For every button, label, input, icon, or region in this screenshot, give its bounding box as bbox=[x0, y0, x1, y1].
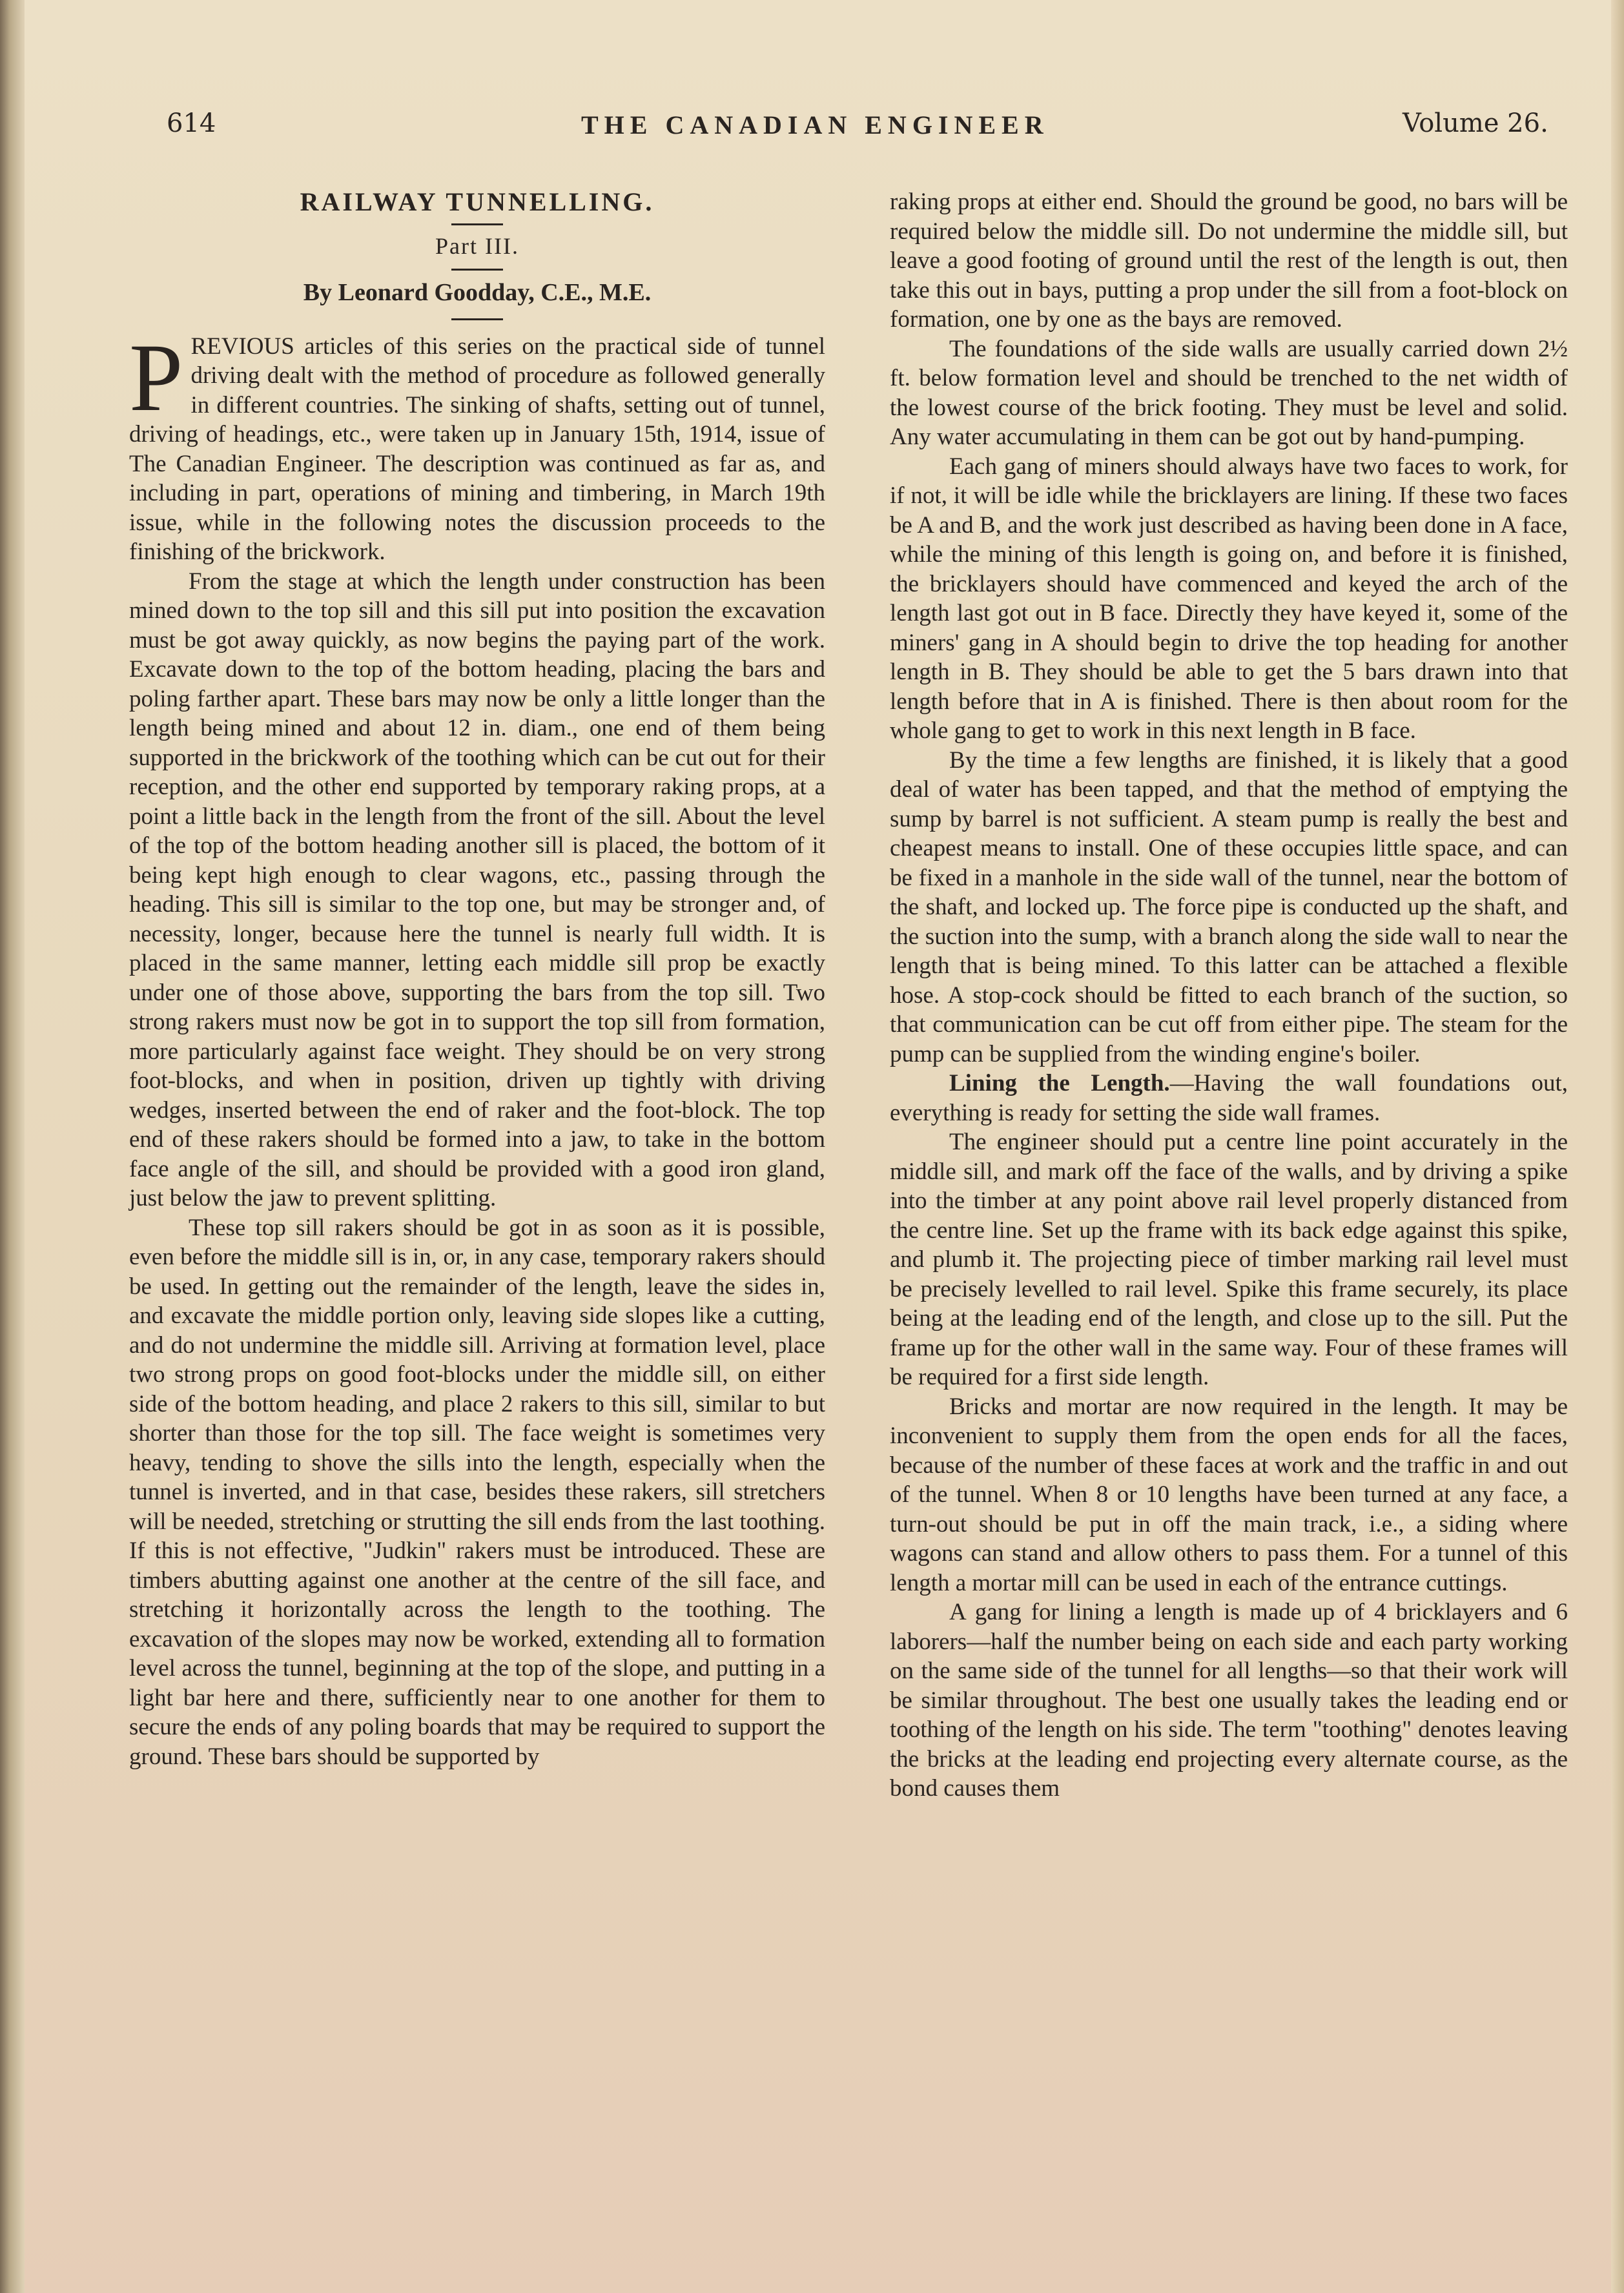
paragraph-text: REVIOUS articles of this series on the practical side of tunnel driving dealt with the method of procedure as followed generally in different countries. The sinking of shafts, setting out of tunnel, driving of headings, etc., were taken up in January 15th, 1914, issue of The Canadian Engineer. The description was continued as far as, and including in part, operations of mining and timbering, in March 19th issue, while in the following notes the discussion proceeds to the finishing of the brickwork. bbox=[129, 333, 825, 565]
title-rule bbox=[451, 223, 503, 225]
paragraph-text: —Having the wall foundations out, everything is ready for setting the side wall frames. bbox=[890, 1070, 1568, 1126]
paragraph: Bricks and mortar are now required in the length. It may be inconvenient to supply them from the open ends for all the faces, because of the number of these faces at work and the traffic in and out of the tunnel. When 8 or 10 lengths have been turned at any face, a turn-out should be put in off the main track, i.e., a siding where wagons can stand and allow others to pass them. For a tunnel of this length a mortar mill can be used in each of the entrance cuttings. bbox=[890, 1393, 1568, 1596]
page-edge bbox=[1611, 0, 1624, 2293]
byline: By Leonard Goodday, C.E., M.E. bbox=[303, 279, 652, 306]
paragraph: A gang for lining a length is made up of 4 bricklayers and 6 laborers—half the number being on each side and each party working on the same side of the tunnel for all lengths—so that their work will be similar throughout. The best one usually takes the leading end or toothing of the length on his side. The term "toothing" denotes leaving the bricks at the leading end projecting every alternate course, as the bond causes them bbox=[890, 1599, 1568, 1802]
article-title: RAILWAY TUNNELLING. bbox=[300, 187, 655, 216]
part-label: Part III. bbox=[435, 232, 519, 259]
paragraph: These top sill rakers should be got in as soon as it is possible, even before the middle sill is in, or, in any case, temporary rakers should be used. In getting out the remainder of the length, leave the sides in, and excavate the middle portion only, leaving side slopes like a cutting, and do not undermine the middle sill. Arriving at formation level, place two strong props on good foot-blocks under the middle sill, on either side of the bottom heading, and place 2 rakers to this sill, similar to but shorter than those for the top sill. The face weight is sometimes very heavy, tending to shove the sills into the length, especially when the tunnel is inverted, and in that case, besides these rakers, sill stretchers will be needed, stretching or strutting the sill ends from the last toothing. If this is not effective, "Judkin" rakers must be introduced. These are timbers abutting against one another at the centre of the sill face, and stretching it horizontally across the length to the toothing. The excavation of the slopes may now be worked, extending all to formation level across the tunnel, beginning at the top of the slope, and putting in a light bar here and there, sufficiently near to one another for them to secure the ends of any poling boards that may be required to support the ground. These bars should be supported by bbox=[129, 1214, 825, 1770]
part-rule bbox=[451, 269, 503, 271]
left-column bbox=[129, 187, 825, 1771]
paragraph: From the stage at which the length under construction has been mined down to the top sill and this sill put into position the excavation must be got away quickly, as now begins the paying part of the work. Excavate down to the top of the bottom heading, placing the bars and poling farther apart. These bars may now be only a little longer than the length being mined and about 12 in. diam., one end of them being supported in the brickwork of the toothing which can be cut out for their reception, and the other end supported by temporary raking props, at a point a little back in the length from the front of the sill. About the level of the top of the bottom heading another sill is placed, the bottom of it being kept high enough to clear wagons, etc., passing through the heading. This sill is similar to the top one, but may be stronger and, of necessity, longer, because here the tunnel is nearly full width. It is placed in the same manner, letting each middle sill prop be exactly under one of those above, supporting the bars from the top sill. Two strong rakers must now be got in to support the top sill from formation, more particularly against face weight. They should be on very strong foot-blocks, and when in position, driven up tightly with driving wedges, inserted between the end of raker and the foot-block. The top end of these rakers should be formed into a jaw, to take in the bottom face angle of the sill, and should be provided with a good iron gland, just below the jaw to prevent splitting. bbox=[129, 568, 825, 1211]
byline-rule bbox=[451, 318, 503, 320]
paragraph: By the time a few lengths are finished, it is likely that a good deal of water has been tapped, and that the method of emptying the sump by barrel is not sufficient. A steam pump is really the best and cheapest means to install. One of these occupies little space, and can be fixed in a manhole in the side wall of the tunnel, near the bottom of the shaft, and locked up. The force pipe is conducted up the shaft, and the suction into the sump, with a branch along the side wall to near the length that is being mined. To this latter can be attached a flexible hose. A stop-cock should be fitted to each branch of the suction, so that communication can be cut off from either pipe. The steam for the pump can be supplied from the winding engine's boiler. bbox=[890, 746, 1568, 1067]
drop-cap: P bbox=[129, 324, 183, 431]
volume-label: Volume 26. bbox=[1403, 108, 1548, 138]
paragraph: The foundations of the side walls are usually carried down 2½ ft. below formation level and should be trenched to the net width of the lowest course of the brick footing. They must be level and solid. Any water accumulating in them can be got out by hand-pumping. bbox=[890, 335, 1568, 450]
journal-title: THE CANADIAN ENGINEER bbox=[581, 110, 1049, 139]
paragraph: Each gang of miners should always have two faces to work, for if not, it will be idle while the bricklayers are lining. If these two faces be A and B, and the work just described as having been done in A face, while the mining of this length is going on, and before it is finished, the bricklayers should have commenced and keyed the arch of the length last got out in B face. Directly they have keyed it, some of the miners' gang in A should begin to drive the top heading for another length in B. They should be able to get the 5 bars drawn into that length before that in A is finished. There is then about room for the whole gang to get to work in this next length in B face. bbox=[890, 453, 1568, 744]
right-column bbox=[890, 187, 1568, 1804]
paragraph bbox=[129, 324, 825, 567]
paragraph: The engineer should put a centre line point accurately in the middle sill, and mark off the face of the walls, and by driving a spike into the timber at any point above rail level properly distanced from the centre line. Set up the frame with its back edge against this spike, and plumb it. The projecting piece of timber marking rail level must be precisely levelled to rail level. Spike this frame securely, its place being at the leading end of the length, and close up to the sill. Put the frame up for the other wall in the same way. Four of these frames will be required for a first side length. bbox=[890, 1129, 1568, 1390]
running-header bbox=[0, 108, 1624, 160]
page-number: 614 bbox=[167, 108, 216, 138]
paragraph: raking props at either end. Should the ground be good, no bars will be required below the middle sill. Do not undermine the middle sill, but leave a good footing of ground until the rest of the length is out, then take this out in bays, putting a prop under the sill from a foot-block on formation, one by one as the bays are removed. bbox=[890, 189, 1568, 333]
section-subhead: Lining the Length. bbox=[949, 1070, 1170, 1096]
paragraph bbox=[890, 1069, 1568, 1127]
book-spine-shadow bbox=[0, 0, 25, 2293]
